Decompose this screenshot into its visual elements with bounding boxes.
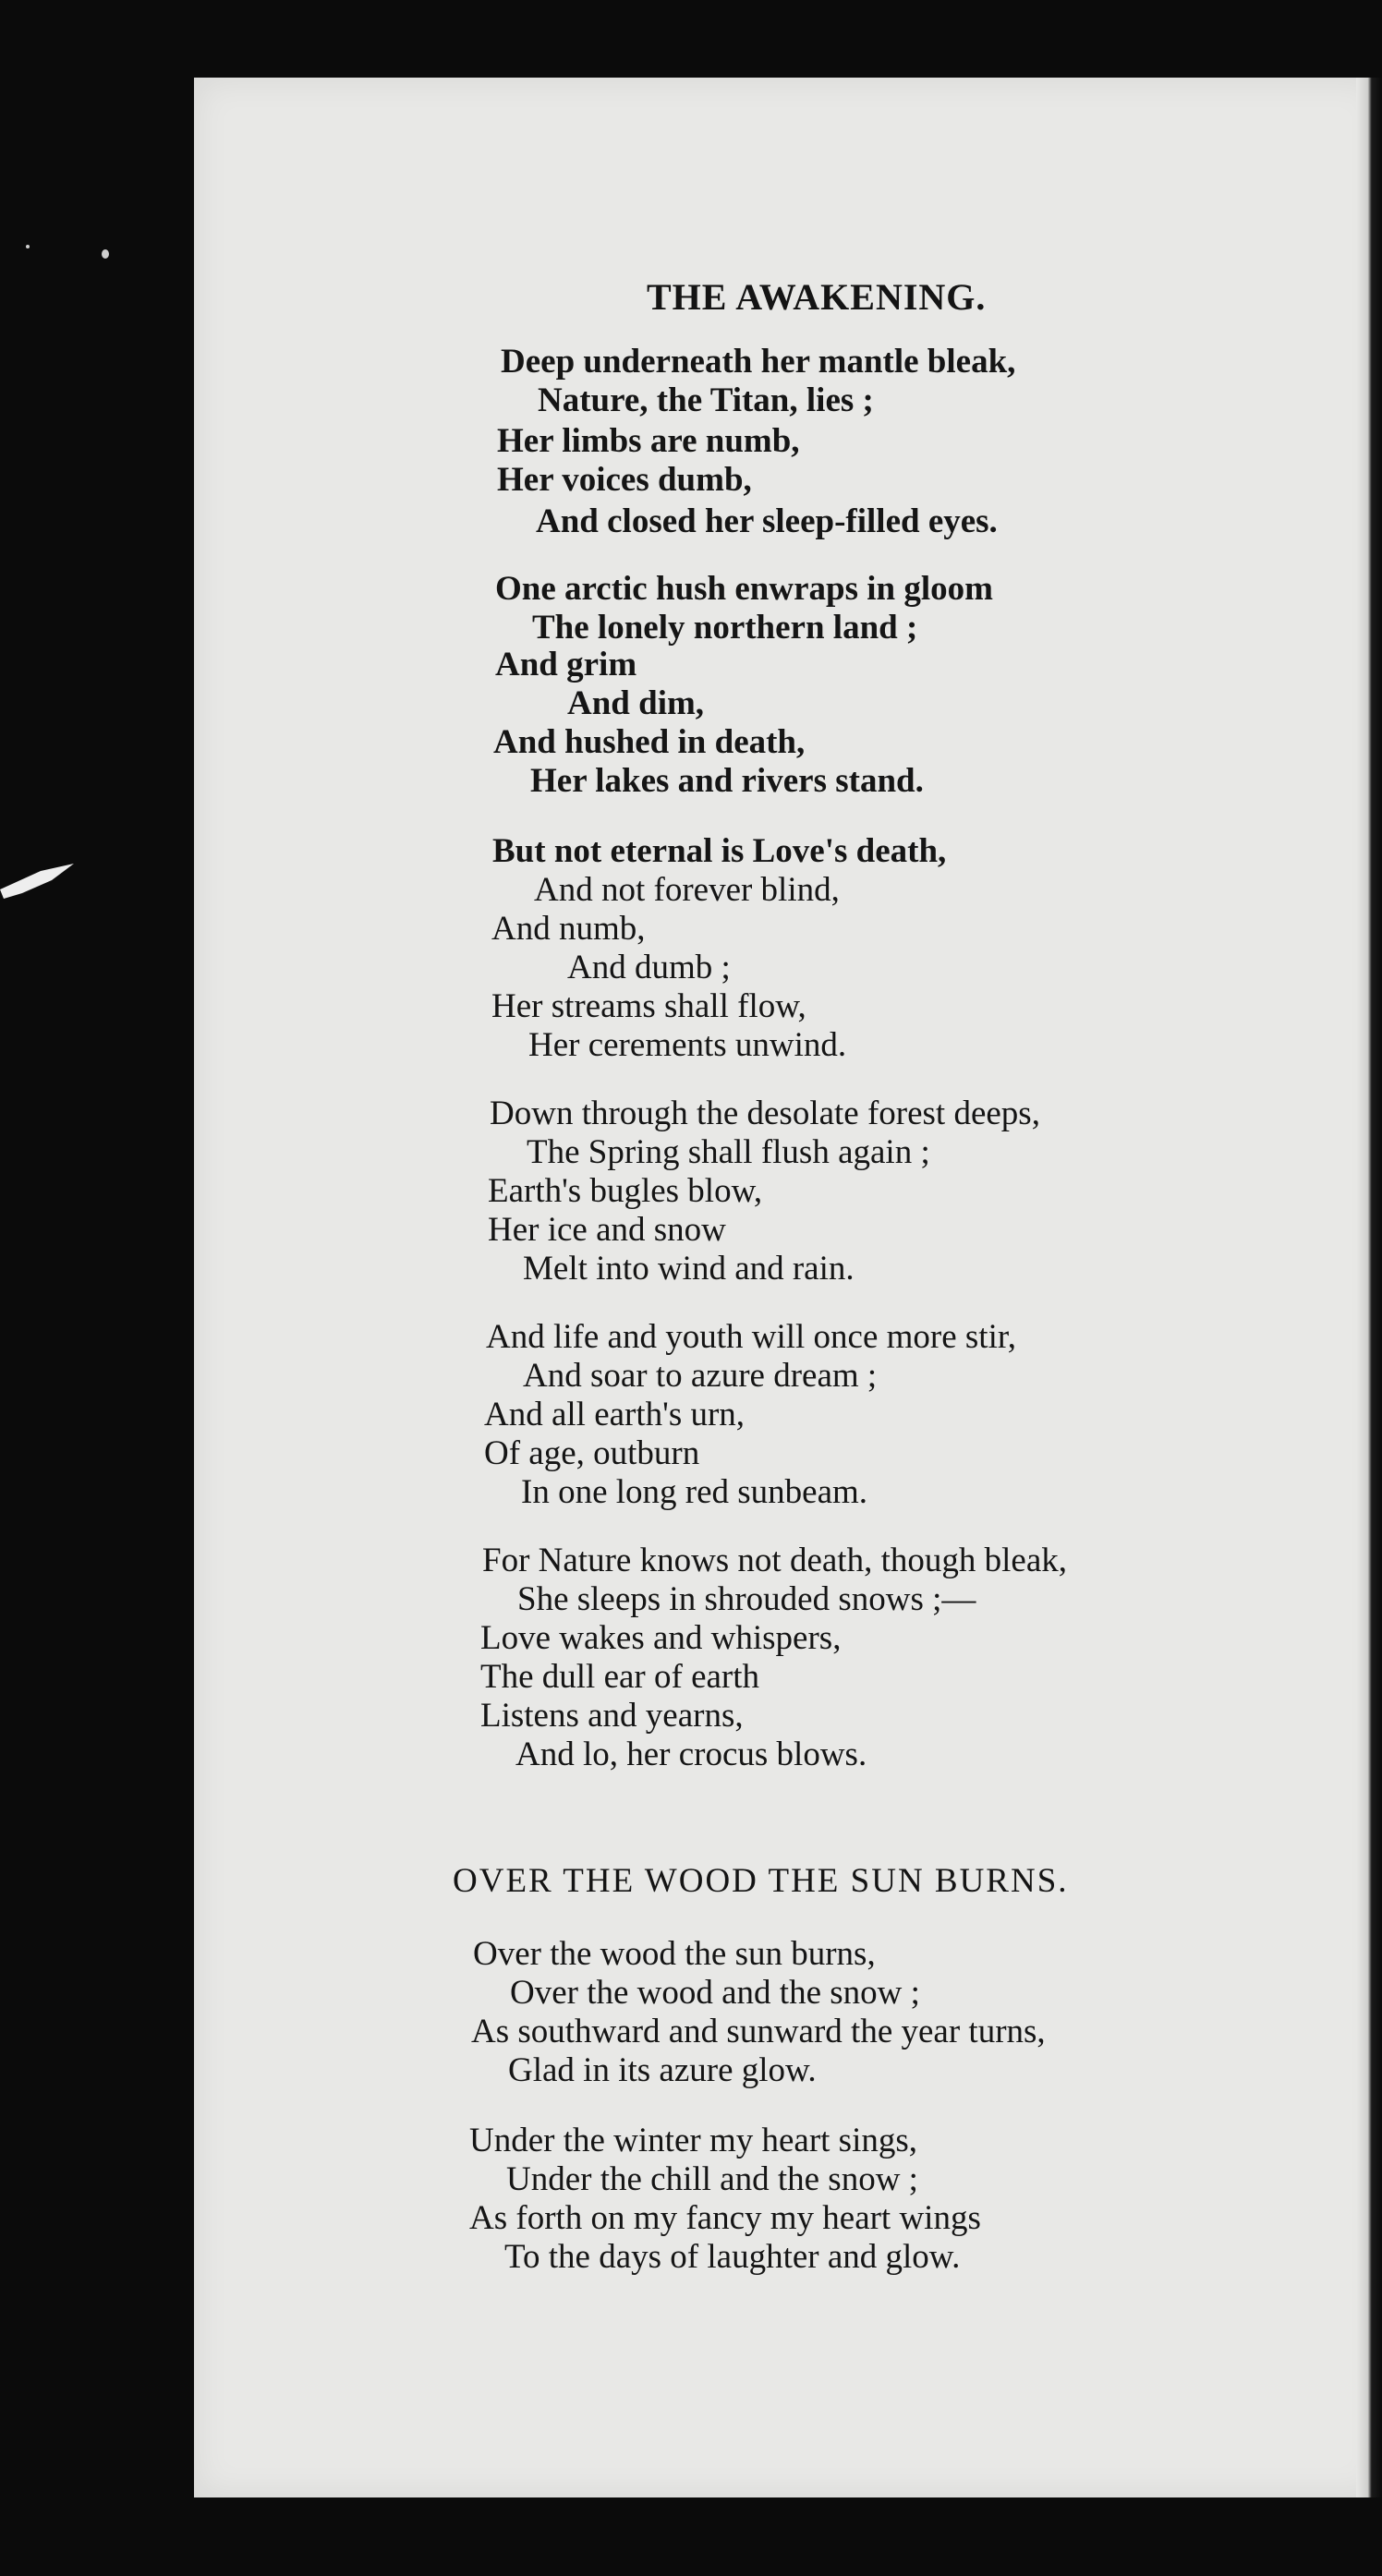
- poem-line: To the days of laughter and glow.: [504, 2238, 961, 2276]
- dust-speck: [102, 249, 109, 259]
- poem-line: And hushed in death,: [493, 723, 806, 761]
- poem-line: And all earth's urn,: [484, 1396, 746, 1433]
- poem-line: Nature, the Titan, lies ;: [538, 381, 874, 419]
- poem-line: Over the wood and the snow ;: [510, 1974, 920, 2012]
- poem-line: Her limbs are numb,: [497, 422, 800, 460]
- poem-line: And dim,: [567, 684, 705, 722]
- poem-line: Under the winter my heart sings,: [469, 2122, 917, 2159]
- poem-title-awakening: THE AWAKENING.: [647, 276, 987, 318]
- poem-line: Her lakes and rivers stand.: [530, 762, 924, 800]
- poem-line: And not forever blind,: [534, 871, 840, 909]
- poem-line: Earth's bugles blow,: [488, 1172, 763, 1210]
- poem-line: Her voices dumb,: [497, 461, 752, 499]
- poem-line: Of age, outburn: [484, 1434, 700, 1472]
- page-edge-shadow: [1356, 78, 1382, 2497]
- poem-line: One arctic hush enwraps in gloom: [495, 570, 993, 608]
- poem-line: Her ice and snow: [488, 1211, 726, 1249]
- poem-line: The dull ear of earth: [480, 1658, 760, 1696]
- poem-line: But not eternal is Love's death,: [492, 832, 947, 870]
- poem-line: Listens and yearns,: [480, 1697, 744, 1735]
- poem-line: Glad in its azure glow.: [508, 2051, 817, 2089]
- poem-title-over-the-wood: OVER THE WOOD THE SUN BURNS.: [453, 1862, 1069, 1900]
- poem-line: And numb,: [491, 910, 646, 948]
- torn-paper-fragment: [0, 864, 74, 901]
- poem-line: Her streams shall flow,: [491, 987, 806, 1025]
- poem-line: Down through the desolate forest deeps,: [490, 1094, 1040, 1132]
- poem-line: She sleeps in shrouded snows ;—: [517, 1580, 976, 1618]
- poem-line: And life and youth will once more stir,: [486, 1318, 1016, 1356]
- poem-line: The lonely northern land ;: [532, 609, 918, 647]
- poem-line: The Spring shall flush again ;: [527, 1133, 930, 1171]
- poem-line: Deep underneath her mantle bleak,: [501, 343, 1016, 381]
- poem-line: And lo, her crocus blows.: [515, 1735, 867, 1773]
- poem-line: Her cerements unwind.: [528, 1026, 847, 1064]
- poem-line: As forth on my fancy my heart wings: [469, 2199, 981, 2237]
- poem-line: For Nature knows not death, though bleak,: [482, 1542, 1067, 1579]
- poem-line: And dumb ;: [567, 949, 731, 986]
- poem-line: And grim: [495, 646, 637, 683]
- poem-line: Melt into wind and rain.: [523, 1250, 855, 1288]
- poem-line: Over the wood the sun burns,: [473, 1935, 876, 1973]
- poem-line: Love wakes and whispers,: [480, 1619, 842, 1657]
- poem-line: And soar to azure dream ;: [523, 1357, 878, 1395]
- dust-speck: [26, 245, 30, 248]
- poem-line: As southward and sunward the year turns,: [471, 2013, 1046, 2050]
- poem-line: Under the chill and the snow ;: [506, 2160, 918, 2198]
- poem-line: In one long red sunbeam.: [521, 1473, 868, 1511]
- poem-line: And closed her sleep-filled eyes.: [536, 502, 998, 540]
